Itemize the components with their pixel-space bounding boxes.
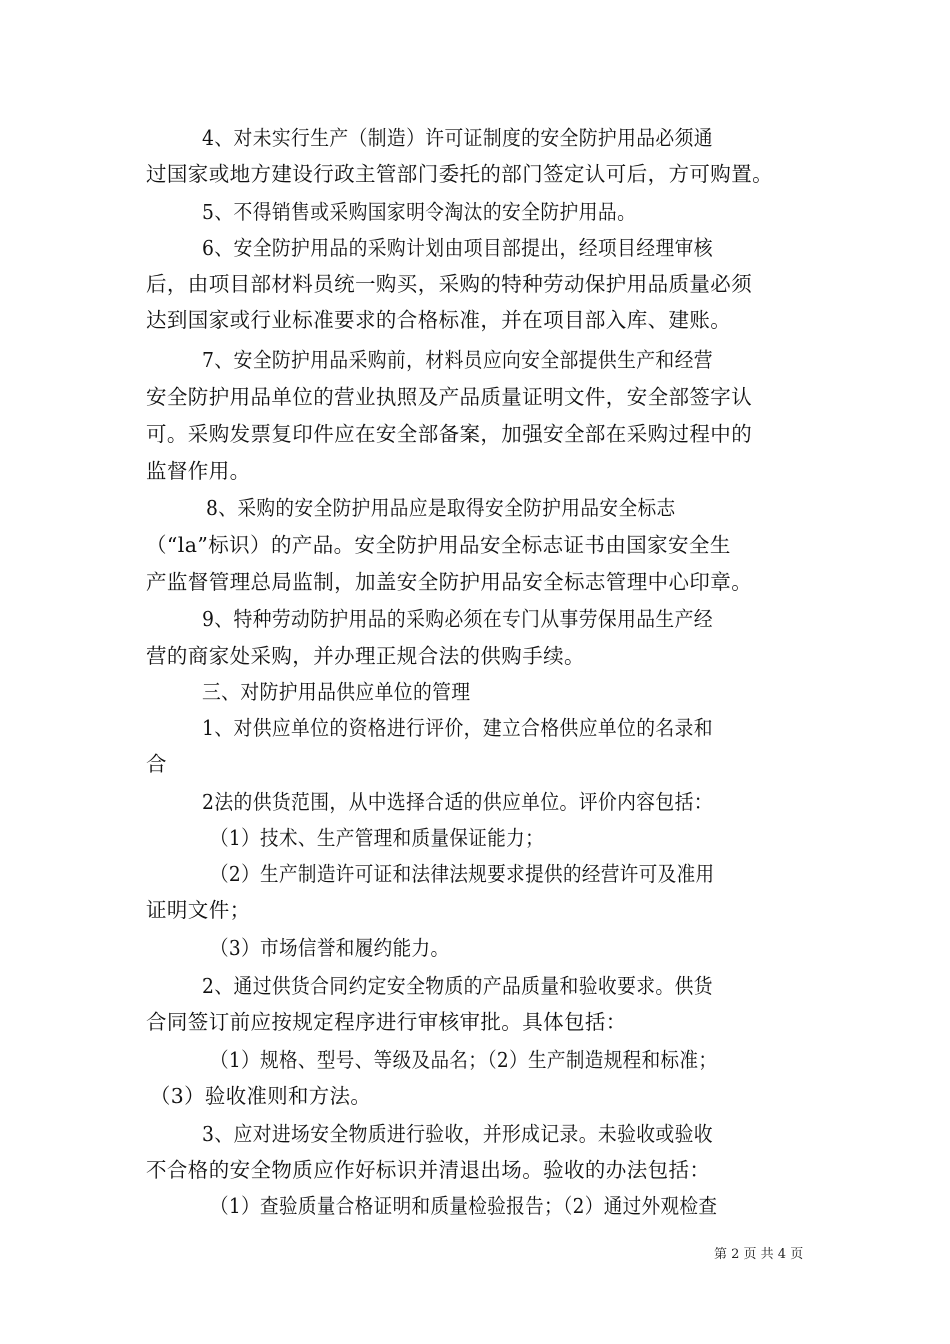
paragraph-line: 8、采购的安全防护用品应是取得安全防护用品安全标志 (206, 496, 676, 520)
paragraph-line: 9、特种劳动防护用品的采购必须在专门从事劳保用品生产经 (202, 607, 713, 631)
paragraph-line: 合 (146, 752, 167, 776)
paragraph-line: 2法的供货范围，从中选择合适的供应单位。评价内容包括： (202, 790, 713, 814)
paragraph-line: （3）验收准则和方法。 (150, 1084, 372, 1108)
paragraph-line: 可。采购发票复印件应在安全部备案，加强安全部在采购过程中的 (146, 422, 753, 446)
paragraph-line: （1）规格、型号、等级及品名；（2）生产制造规程和标准； (210, 1048, 718, 1072)
paragraph-line: 监督作用。 (146, 459, 251, 483)
paragraph-line: 安全防护用品单位的营业执照及产品质量证明文件，安全部签字认 (146, 385, 753, 409)
paragraph-line: （3）市场信誉和履约能力。 (210, 936, 450, 960)
paragraph-line: 产监督管理总局监制，加盖安全防护用品安全标志管理中心印章。 (146, 570, 753, 594)
paragraph-line: 1、对供应单位的资格进行评价，建立合格供应单位的名录和 (202, 716, 713, 740)
paragraph-line: 过国家或地方建设行政主管部门委托的部门签定认可后，方可购置。 (146, 162, 773, 186)
paragraph-line: 6、安全防护用品的采购计划由项目部提出，经项目经理审核 (202, 236, 713, 260)
paragraph-line: 达到国家或行业标准要求的合格标准，并在项目部入库、建账。 (146, 308, 732, 332)
paragraph-line: 后，由项目部材料员统一购买，采购的特种劳动保护用品质量必须 (146, 272, 753, 296)
paragraph-line: 7、安全防护用品采购前，材料员应向安全部提供生产和经营 (202, 348, 713, 372)
paragraph-line: 4、对未实行生产（制造）许可证制度的安全防护用品必须通 (202, 126, 713, 150)
paragraph-line: 证明文件； (146, 898, 251, 922)
paragraph-line: 3、应对进场安全物质进行验收，并形成记录。未验收或验收 (202, 1122, 713, 1146)
paragraph-line: （“la”标识）的产品。安全防护用品安全标志证书由国家安全生 (146, 533, 731, 557)
paragraph-line: （1）查验质量合格证明和质量检验报告；（2）通过外观检查 (210, 1194, 718, 1218)
paragraph-line: （1）技术、生产管理和质量保证能力； (210, 826, 545, 850)
paragraph-line: 5、不得销售或采购国家明令淘汰的安全防护用品。 (202, 200, 637, 224)
paragraph-line: 2、通过供货合同约定安全物质的产品质量和验收要求。供货 (202, 974, 713, 998)
paragraph-line: 不合格的安全物质应作好标识并清退出场。验收的办法包括： (146, 1158, 711, 1182)
page-number: 第 2 页 共 4 页 (714, 1247, 804, 1262)
paragraph-line: （2）生产制造许可证和法律法规要求提供的经营许可及准用 (210, 862, 715, 886)
section-heading: 三、对防护用品供应单位的管理 (202, 680, 471, 704)
paragraph-line: 合同签订前应按规定程序进行审核审批。具体包括： (146, 1010, 627, 1034)
paragraph-line: 营的商家处采购，并办理正规合法的供购手续。 (146, 644, 585, 668)
